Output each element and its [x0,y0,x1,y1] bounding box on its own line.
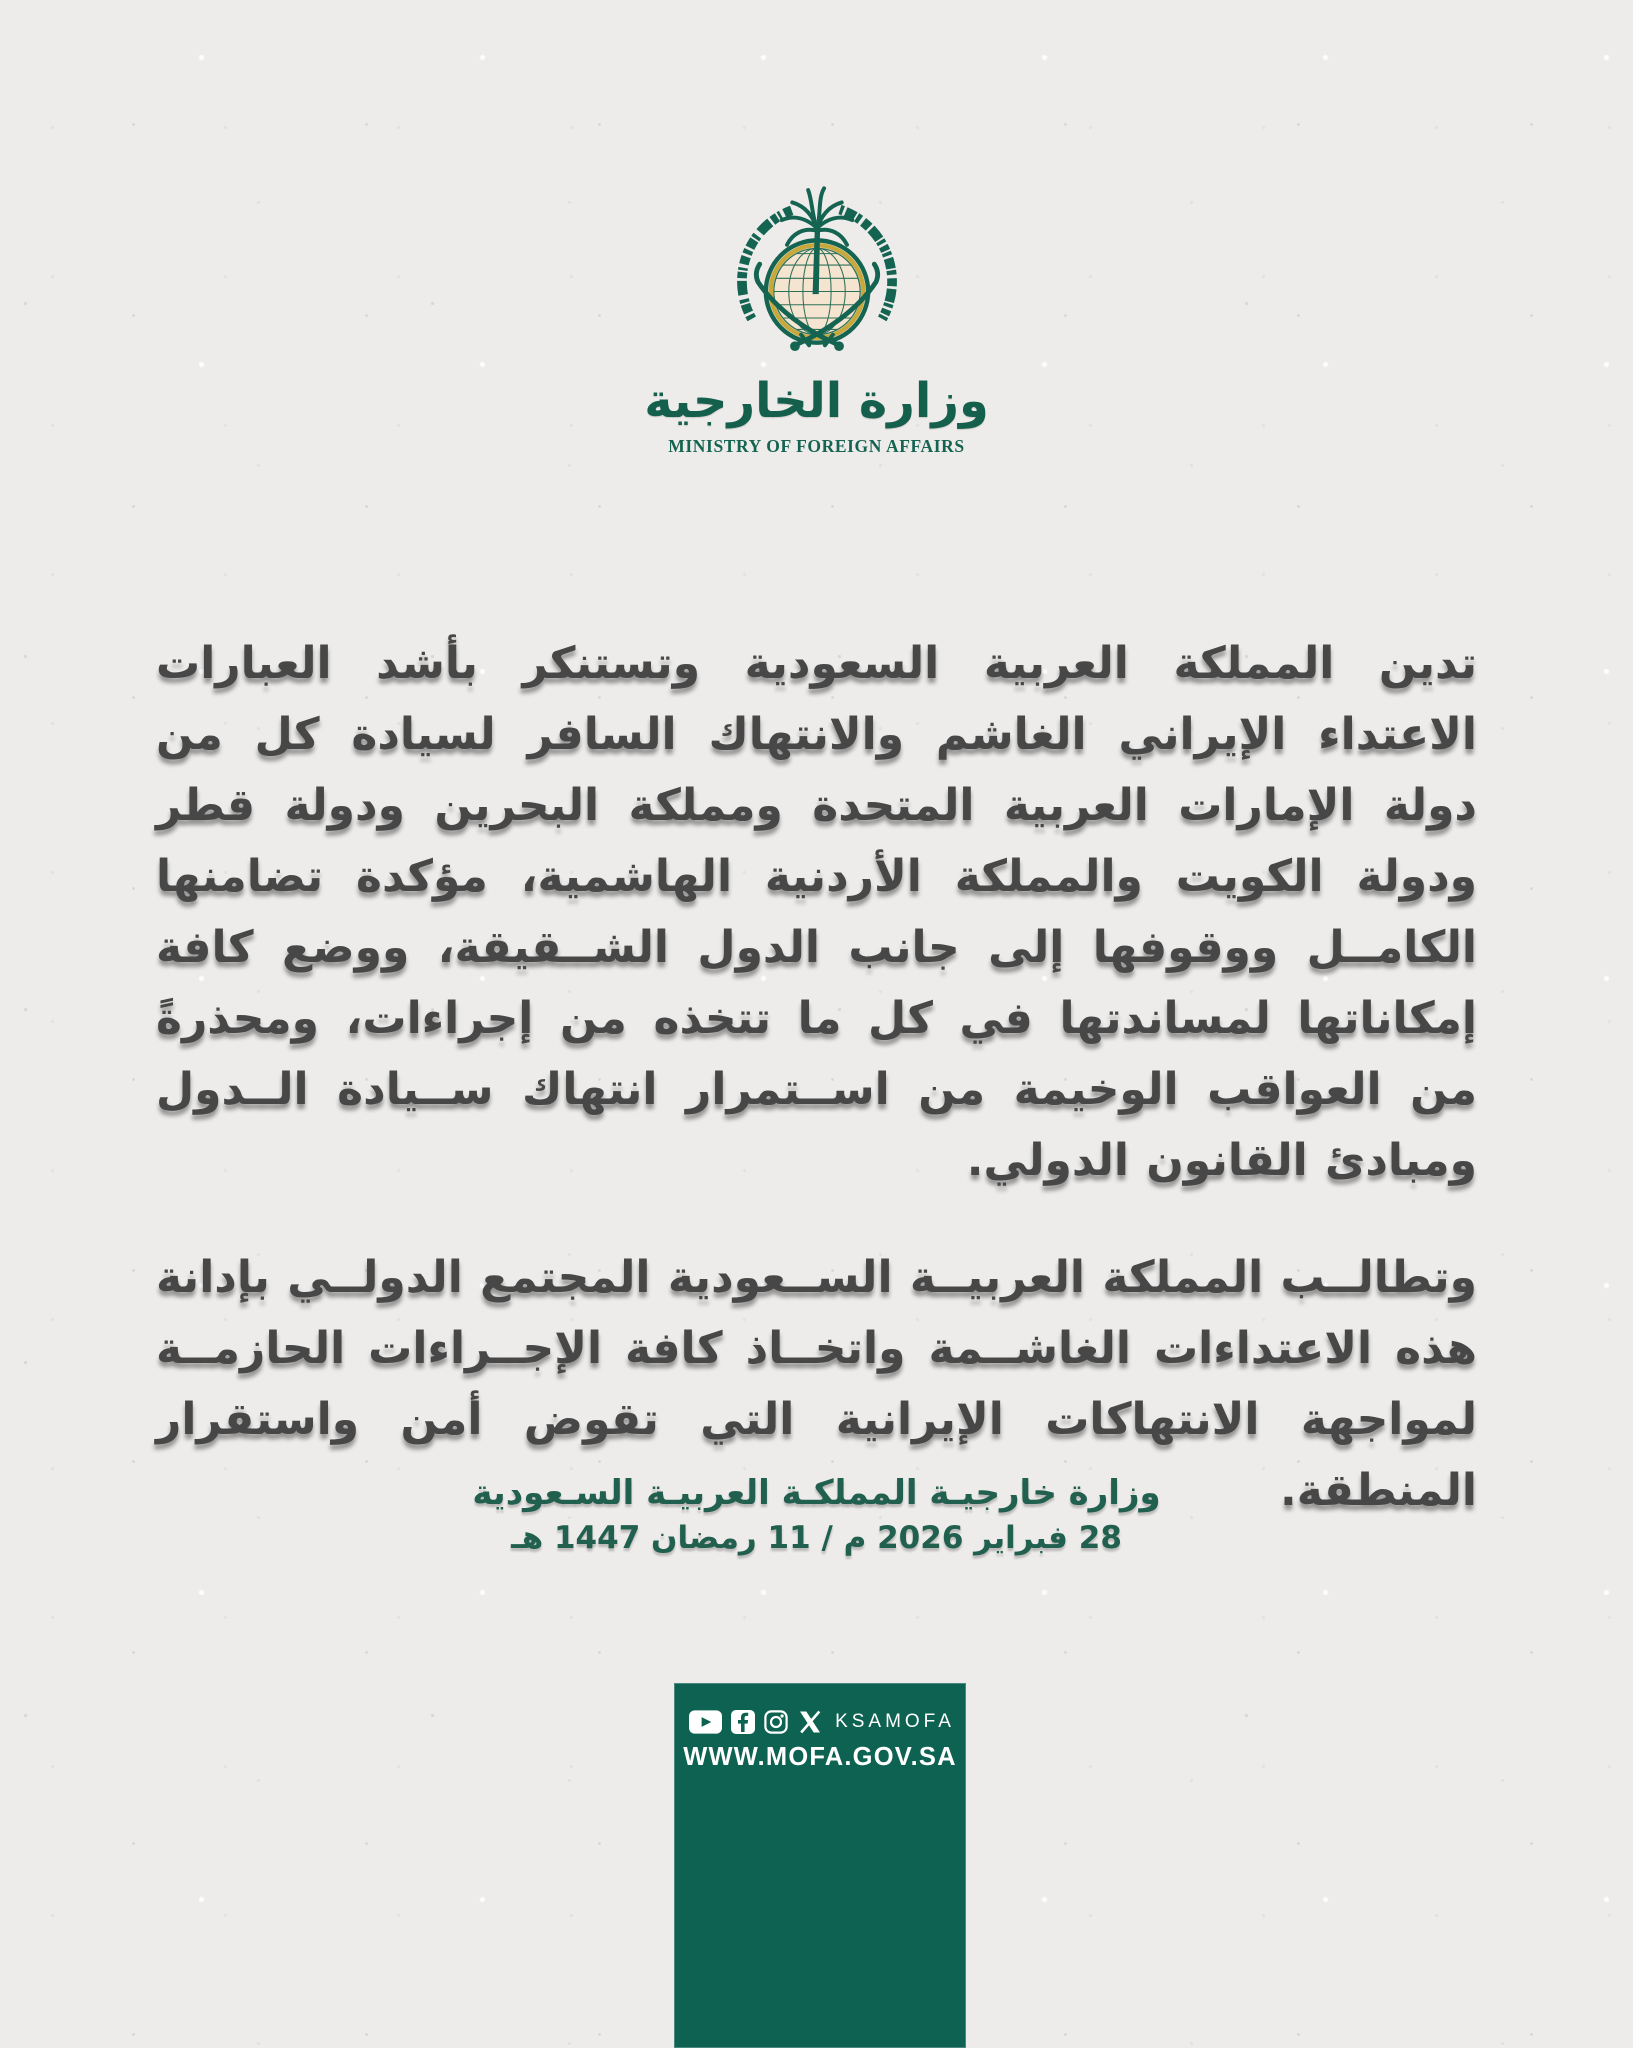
statement-paragraph-2: وتطالــب المملكة العربيــة الســعودية المجتمع الدولــي بإدانة هذه الاعتداءات الغاشــمة واتخــاذ كافة الإجــراءات الحازمــة لمواجهة الانتهاكات الإيرانية التي تقوض أمن واستقرار المنطقة. [156,1252,1477,1516]
ministry-calligraphy: وزارة الخارجية [644,373,989,429]
website-url: WWW.MOFA.GOV.SA [683,1743,957,1771]
saudi-mofa-emblem-icon [711,176,923,370]
instagram-icon [764,1710,788,1734]
header [0,0,1633,457]
signature-block [0,1470,1633,1560]
social-handle: KSAMOFA [835,1711,955,1732]
signature-issuer: وزارة خارجيـة المملكـة العربيـة السـعودية [472,1473,1161,1513]
x-icon [797,1710,823,1734]
facebook-icon [731,1710,755,1734]
youtube-icon [689,1710,722,1734]
social-row [674,1710,966,1734]
ministry-name-en: MINISTRY OF FOREIGN AFFAIRS [668,436,965,456]
footer-banner [674,1683,966,2048]
statement-paragraph-1: تدين المملكة العربية السعودية وتستنكر بأشد العبارات الاعتداء الإيراني الغاشم والانتهاك السافر لسيادة كل من دولة الإمارات العربية المتحدة ومملكة البحرين ودولة قطر ودولة الكويت والمملكة الأردنية الهاشمية، مؤكدة تضامنها الكامــل ووقوفها إلى جانب الدول الشــقيقة، ووضع كافة إمكاناتها لمساندتها في كل ما تتخذه من إجراءات، ومحذرةً من العواقب الوخيمة من اســتمرار انتهاك ســيادة الــدول ومبادئ القانون الدولي. [156,638,1477,1186]
signature-date: 28 فبراير 2026 م / 11 رمضان 1447 هـ [511,1520,1122,1556]
statement-body [156,628,1477,1526]
